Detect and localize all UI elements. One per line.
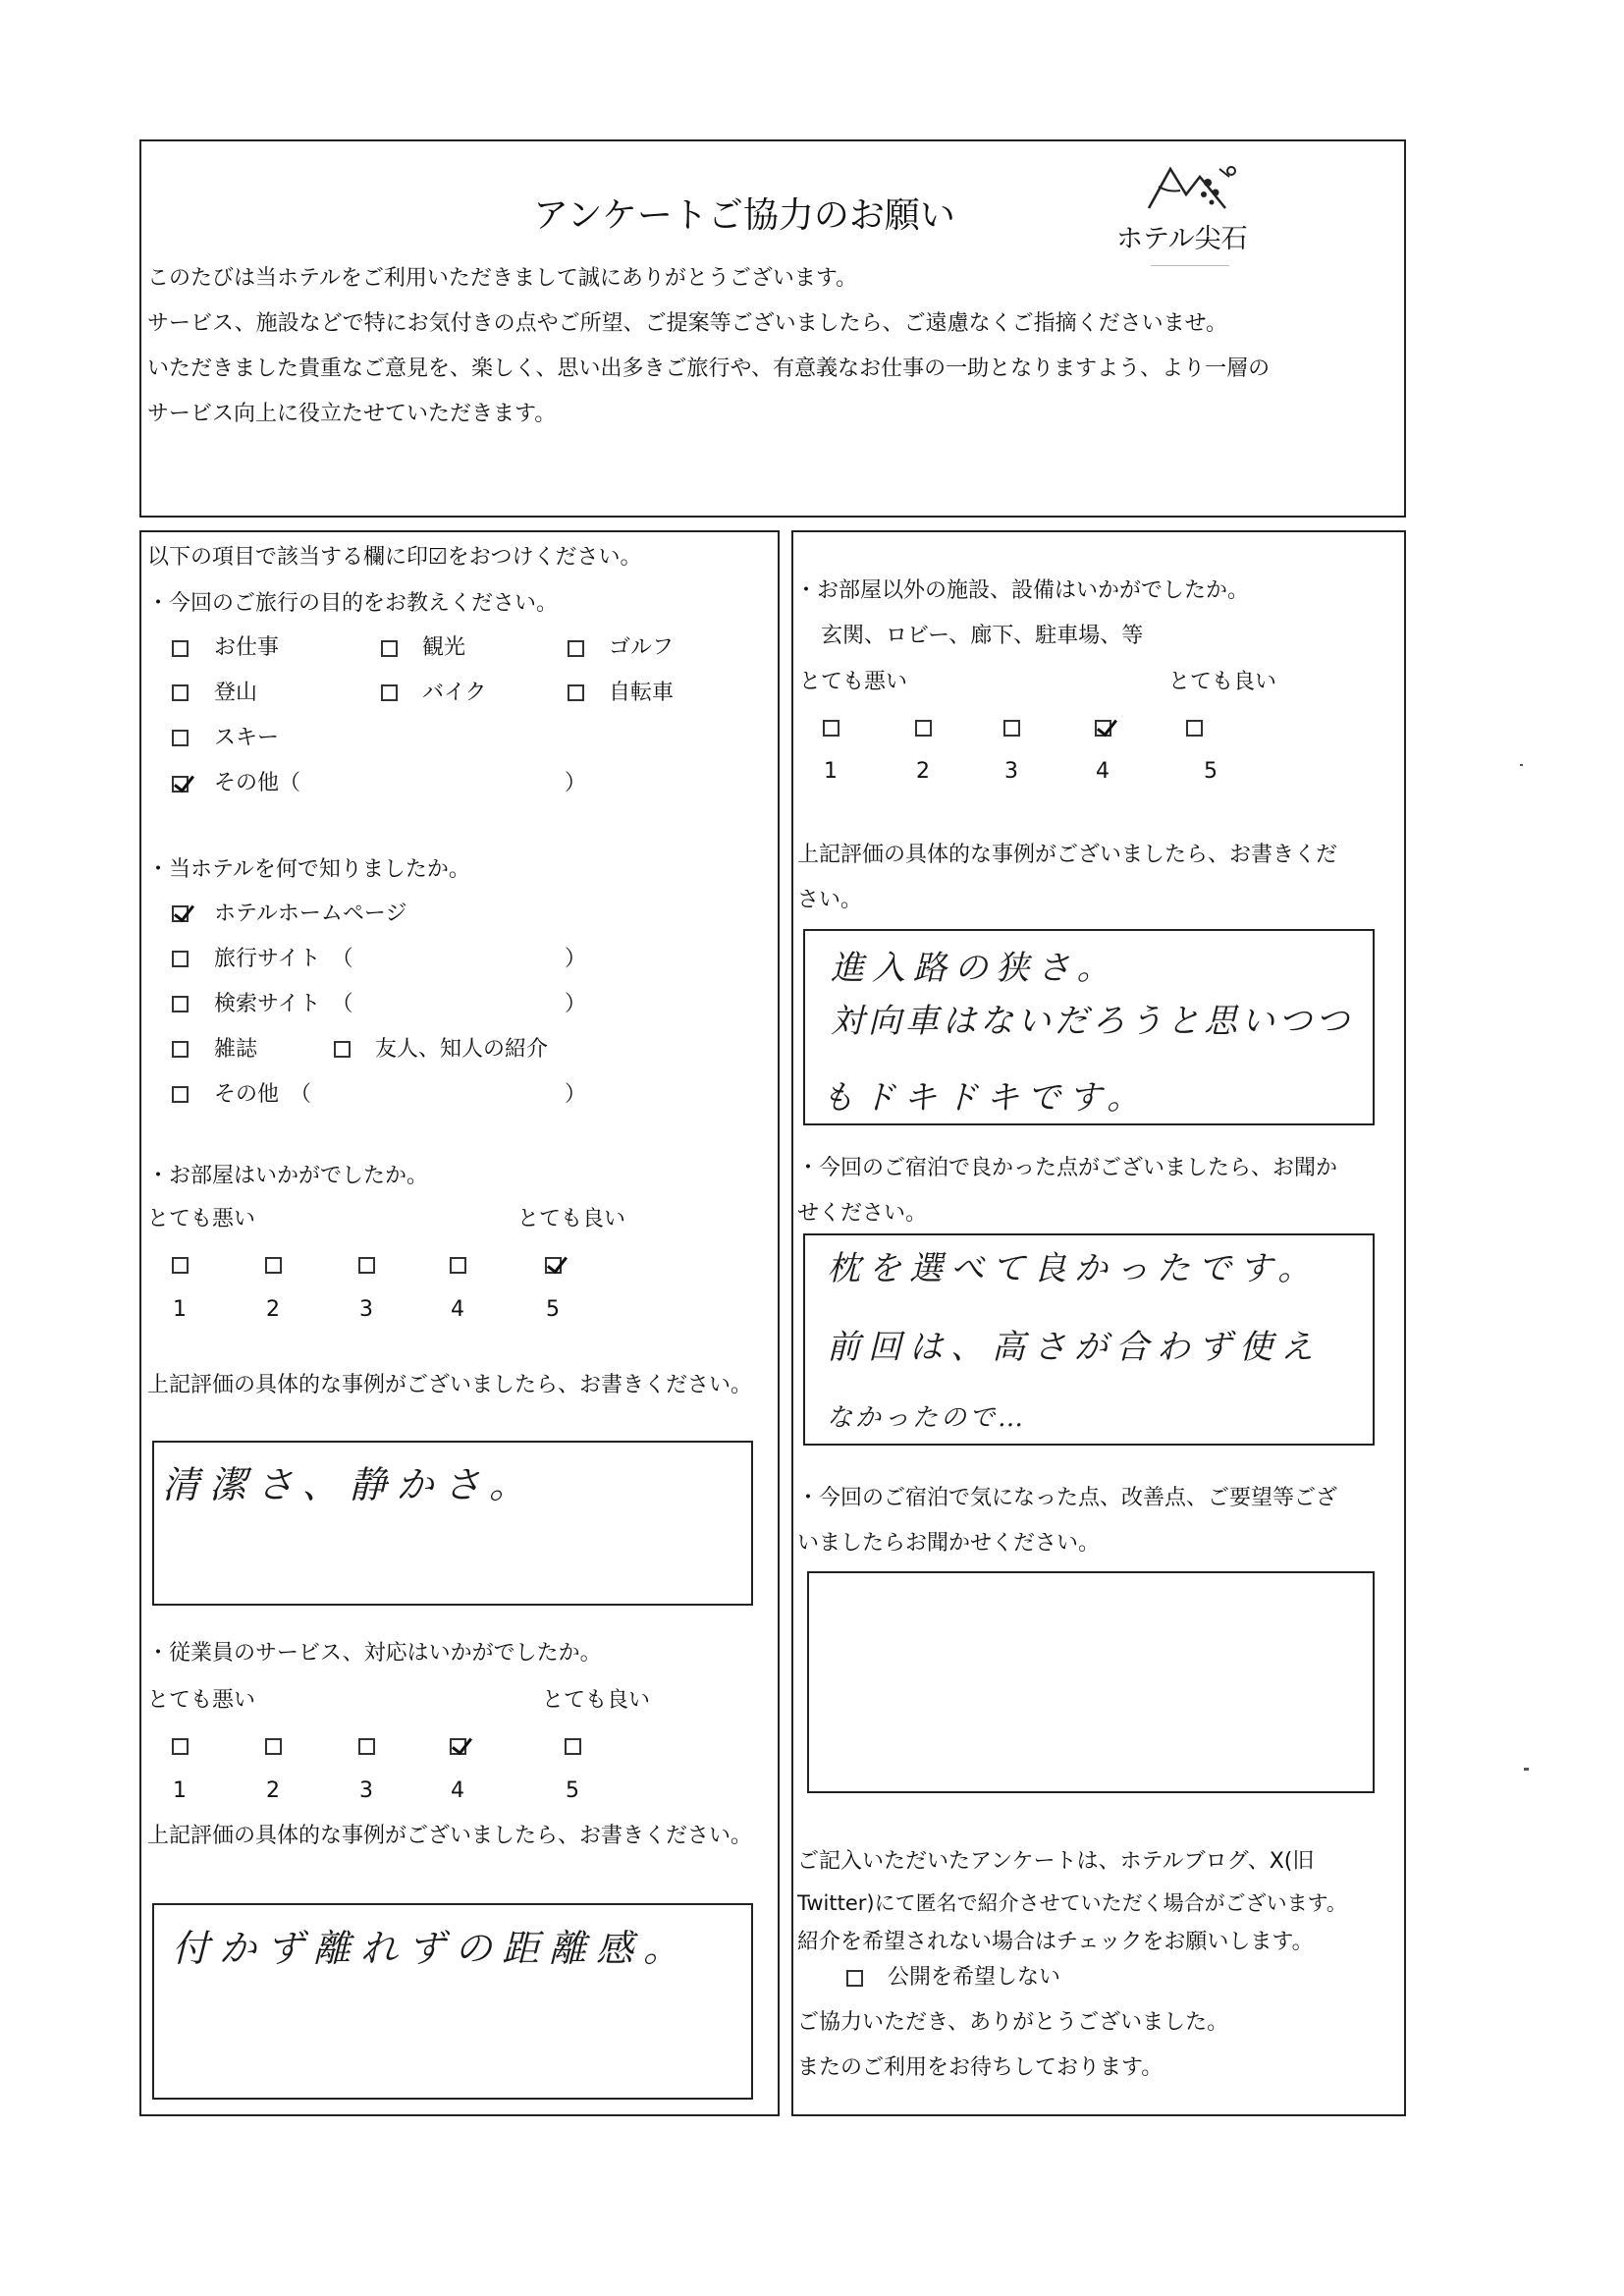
logo-text: ホテル尖石 (1116, 224, 1248, 254)
facilities-scale-5: 5 (1204, 759, 1218, 784)
facilities-question: ・お部屋以外の施設、設備はいかがでしたか。 (795, 578, 1250, 603)
source-search-site-close: ） (565, 992, 587, 1016)
scan-speck (1524, 1768, 1529, 1771)
facilities-high-label: とても良い (1168, 670, 1277, 694)
source-checkbox-friend[interactable] (334, 1041, 351, 1058)
facilities-rating-5[interactable] (1186, 720, 1203, 737)
purpose-checkbox-motorbike[interactable] (381, 684, 398, 701)
source-travel-site-close: ） (565, 947, 587, 971)
purpose-checkbox-bicycle[interactable] (568, 684, 584, 701)
scan-speck (1520, 764, 1523, 766)
good-points-answer-line-3: なかったので… (827, 1403, 1027, 1433)
good-points-answer-line-1: 枕を選べて良かったです。 (827, 1249, 1320, 1288)
purpose-label-bicycle: 自転車 (609, 681, 675, 705)
staff-scale-1: 1 (173, 1778, 187, 1803)
source-label-friend: 友人、知人の紹介 (375, 1037, 549, 1062)
staff-rating-4[interactable] (450, 1738, 466, 1755)
purpose-checkbox-business[interactable] (172, 640, 189, 657)
facilities-answer-line-2: 対向車はないだろうと思いつつ (831, 1002, 1353, 1041)
improvements-question-2: いましたらお聞かせください。 (797, 1531, 1101, 1556)
staff-high-label: とても良い (542, 1688, 651, 1713)
instruction-text: 以下の項目で該当する欄に印☑をおつけください。 (147, 545, 642, 570)
staff-low-label: とても悪い (147, 1688, 256, 1713)
room-low-label: とても悪い (147, 1207, 256, 1231)
good-points-answer-line-2: 前回は、高さが合わず使え (827, 1328, 1322, 1367)
source-label-other: その他 （ (214, 1082, 312, 1107)
source-checkbox-other[interactable] (172, 1086, 189, 1103)
source-other-close: ） (565, 1082, 587, 1107)
purpose-other-close: ） (565, 771, 587, 795)
staff-rating-3[interactable] (358, 1738, 375, 1755)
closing-line-3: 紹介を希望されない場合はチェックをお願いします。 (797, 1930, 1314, 1954)
intro-line-3: いただきました貴重なご意見を、楽しく、思い出多きご旅行や、有意義なお仕事の一助となりますよう、より一層の (147, 356, 1271, 381)
purpose-checkbox-sightseeing[interactable] (381, 640, 398, 657)
facilities-rating-2[interactable] (915, 720, 932, 737)
facilities-scale-3: 3 (1004, 759, 1018, 784)
staff-question: ・従業員のサービス、対応はいかがでしたか。 (147, 1641, 602, 1666)
facilities-scale-4: 4 (1096, 759, 1110, 784)
facilities-answer-line-3: もドキドキです。 (821, 1078, 1149, 1118)
purpose-question: ・今回のご旅行の目的をお教えください。 (147, 591, 559, 616)
facilities-scale-2: 2 (916, 759, 930, 784)
source-checkbox-travel-site[interactable] (172, 951, 189, 967)
purpose-label-ski: スキー (214, 726, 280, 750)
improvements-answer-box[interactable] (807, 1571, 1375, 1793)
purpose-label-business: お仕事 (214, 635, 280, 660)
room-rating-5[interactable] (545, 1257, 562, 1274)
room-question: ・お部屋はいかがでしたか。 (147, 1164, 429, 1188)
source-label-search-site: 検索サイト （ (214, 992, 353, 1016)
room-rating-3[interactable] (358, 1257, 375, 1274)
facilities-scale-1: 1 (824, 759, 838, 784)
source-label-travel-site: 旅行サイト （ (214, 947, 353, 971)
staff-scale-3: 3 (359, 1778, 373, 1803)
facilities-answer-line-1: 進入路の狭さ。 (831, 949, 1118, 988)
staff-detail-prompt: 上記評価の具体的な事例がございましたら、お書きください。 (147, 1824, 753, 1848)
intro-line-1: このたびは当ホテルをご利用いただきまして誠にありがとうございます。 (147, 266, 858, 291)
room-rating-2[interactable] (265, 1257, 282, 1274)
room-high-label: とても良い (517, 1207, 626, 1231)
source-question: ・当ホテルを何で知りましたか。 (147, 857, 470, 882)
staff-scale-4: 4 (451, 1778, 464, 1803)
room-scale-4: 4 (451, 1297, 464, 1322)
optout-checkbox[interactable] (846, 1970, 863, 1987)
staff-scale-2: 2 (266, 1778, 280, 1803)
room-rating-4[interactable] (450, 1257, 466, 1274)
purpose-label-golf: ゴルフ (609, 635, 675, 660)
purpose-label-sightseeing: 観光 (422, 635, 466, 660)
staff-scale-5: 5 (566, 1778, 579, 1803)
closing-line-2: Twitter)にて匿名で紹介させていただく場合がございます。 (797, 1891, 1347, 1915)
facilities-detail-prompt-1: 上記評価の具体的な事例がございましたら、お書きくだ (797, 843, 1338, 867)
good-points-question-2: せください。 (797, 1201, 928, 1226)
facilities-low-label: とても悪い (799, 670, 908, 694)
facilities-rating-3[interactable] (1003, 720, 1020, 737)
facilities-examples: 玄関、ロビー、廊下、駐車場、等 (821, 624, 1144, 648)
source-checkbox-search-site[interactable] (172, 996, 189, 1012)
closing-thanks: ご協力いただき、ありがとうございました。 (797, 2010, 1229, 2035)
purpose-checkbox-other[interactable] (172, 776, 189, 793)
source-checkbox-homepage[interactable] (172, 905, 189, 922)
purpose-checkbox-ski[interactable] (172, 730, 189, 746)
improvements-question-1: ・今回のご宿泊で気になった点、改善点、ご要望等ござ (797, 1486, 1338, 1510)
closing-line-1: ご記入いただいたアンケートは、ホテルブログ、X(旧 (797, 1849, 1315, 1874)
room-scale-3: 3 (359, 1297, 373, 1322)
page-title: アンケートご協力のお願い (533, 195, 955, 236)
staff-rating-1[interactable] (172, 1738, 189, 1755)
purpose-label-motorbike: バイク (422, 681, 487, 705)
source-label-magazine: 雑誌 (214, 1037, 258, 1062)
optout-label: 公開を希望しない (888, 1965, 1061, 1990)
room-scale-5: 5 (546, 1297, 560, 1322)
logo-divider (1151, 265, 1229, 266)
staff-rating-5[interactable] (565, 1738, 581, 1755)
room-detail-prompt: 上記評価の具体的な事例がございましたら、お書きください。 (147, 1373, 753, 1397)
purpose-label-hiking: 登山 (214, 681, 258, 705)
source-label-homepage: ホテルホームページ (214, 902, 407, 926)
facilities-rating-4[interactable] (1095, 720, 1111, 737)
purpose-checkbox-golf[interactable] (568, 640, 584, 657)
room-rating-1[interactable] (172, 1257, 189, 1274)
purpose-label-other: その他（ (214, 771, 301, 795)
facilities-rating-1[interactable] (823, 720, 839, 737)
staff-answer-text: 付かず離れずの距離感。 (172, 1927, 691, 1970)
closing-farewell: またのご利用をお待ちしております。 (797, 2055, 1164, 2080)
intro-line-4: サービス向上に役立たせていただきます。 (147, 402, 557, 426)
facilities-detail-prompt-2: さい。 (797, 888, 863, 912)
purpose-checkbox-hiking[interactable] (172, 684, 189, 701)
source-checkbox-magazine[interactable] (172, 1041, 189, 1058)
intro-line-2: サービス、施設などで特にお気付きの点やご所望、ご提案等ございましたら、ご遠慮なくご指摘くださいませ。 (147, 311, 1228, 336)
room-answer-text: 清潔さ、静かさ。 (162, 1463, 536, 1506)
room-scale-1: 1 (173, 1297, 187, 1322)
room-scale-2: 2 (266, 1297, 280, 1322)
staff-rating-2[interactable] (265, 1738, 282, 1755)
good-points-question-1: ・今回のご宿泊で良かった点がございましたら、お聞か (797, 1156, 1338, 1180)
